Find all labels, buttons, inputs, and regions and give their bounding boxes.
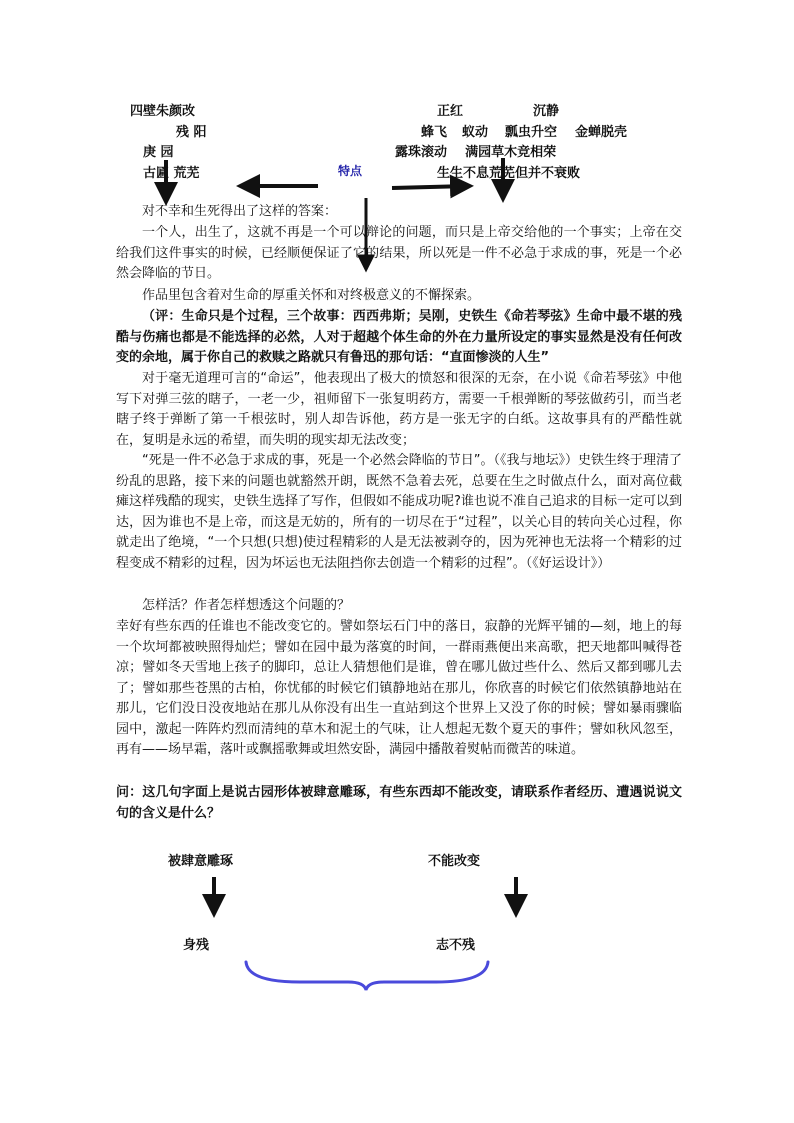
paragraph-unchangeable: 幸好有些东西的任谁也不能改变它的。譬如祭坛石门中的落日，寂静的光辉平铺的—刻，地上的每一个坎坷都被映照得灿烂；譬如在园中最为落寞的时间，一群雨燕便出来高歌，把天地都叫喊得苍凉；譬如冬天雪地上孩子的脚印，总让人猜想他们是谁，曾在哪儿做过些什么、然后又都到哪儿去了；譬如那些苍黑的古柏，你忧郁的时候它们镇静地站在那儿，你欣喜的时候它们依然镇静地站在那儿，它们没日没夜地站在那儿从你没有出生一直站到这个世界上又没了你的时候；譬如暴雨骤临园中，激起一阵阵灼烈而清纯的草木和泥土的气味，让人想起无数个夏天的事件；譬如秋风忽至，再有——场早霜，落叶或飘摇歌舞或坦然安卧，满园中播散着熨帖而微苦的味道。 — [116, 619, 682, 757]
label-body-disabled: 身残 — [183, 938, 210, 953]
feature-label: 特点 — [338, 164, 363, 178]
left-keyword-1: 四壁朱颜改 — [130, 104, 196, 119]
paragraph-how-to-live: 怎样活？作者怎样想透这个问题的？ — [142, 598, 351, 613]
left-keyword-3: 庚 园 — [143, 145, 174, 160]
label-unchangeable: 不能改变 — [428, 854, 481, 869]
right-keyword-red: 正红 — [437, 104, 464, 119]
left-keyword-4: 古匾 荒芜 — [143, 166, 200, 181]
right-keyword-bees: 蜂飞 — [421, 125, 448, 140]
label-will-intact: 志不残 — [436, 938, 476, 953]
paragraph-answer-intro: 对不幸和生死得出了这样的答案： — [142, 204, 338, 219]
paragraph-commentary: （评：生命只是个过程，三个故事：西西弗斯；吴刚，史铁生《命若琴弦》生命中最不堪的残酷与伤痛也都是不能选择的必然，人对于超越个体生命的外在力量所设定的事实显然是没有任何改变的余地，属于你自己的救赎之路就只有鲁迅的那句话：“直面惨淡的人生” — [116, 309, 682, 365]
right-keyword-ants: 蚁动 — [462, 125, 489, 140]
right-keyword-ladybug: 瓢虫升空 — [505, 125, 558, 140]
curly-brace — [246, 962, 488, 990]
paragraph-question: 问：这几句字面上是说古园形体被肆意雕琢，有些东西却不能改变，请联系作者经历、遭遇说说文句的含义是什么？ — [116, 785, 682, 821]
paragraph-fate: 对于毫无道理可言的“命运”，他表现出了极大的愤怒和很深的无奈，在小说《命若琴弦》中他写下对弹三弦的瞎子，一老一少，祖师留下一张复明药方，需要一千根弹断的琴弦做药引，而当老瞎子终于弹断了第一千根弦时，别人却告诉他，药方是一张无字的白纸。这故事具有的严酷性就在，复明是永远的希望，而失明的现实却无法改变； — [116, 371, 682, 448]
right-keyword-dew: 露珠滚动 满园草木竞相荣 — [395, 145, 557, 160]
right-keyword-summary: 生生不息荒芜但并不衰败 — [437, 166, 581, 181]
paragraph-exploration: 作品里包含着对生命的厚重关怀和对终极意义的不懈探索。 — [142, 288, 481, 303]
paragraph-answer-body: 一个人，出生了，这就不再是一个可以辩论的问题，而只是上帝交给他的一个事实；上帝在交给我们这件事实的时候，已经顺便保证了它的结果，所以死是一件不必急于求成的事，死是一个必然会降临的节日。 — [116, 225, 682, 281]
right-keyword-cicada: 金蝉脱壳 — [575, 125, 628, 140]
left-keyword-2: 残 阳 — [176, 125, 207, 140]
arrow-right — [392, 186, 468, 188]
right-keyword-quiet: 沉静 — [533, 104, 560, 119]
label-carved: 被肆意雕琢 — [168, 854, 234, 869]
paragraph-death-festival: “死是一件不必急于求成的事，死是一个必然会降临的节日”。（《我与地坛》）史铁生终于理清了纷乱的思路，接下来的问题也就豁然开朗，既然不急着去死，总要在生之时做点什么，面对高位截瘫这样残酷的现实，史铁生选择了写作，但假如不能成功呢?谁也说不准自己追求的目标一定可以到达，因为谁也不是上帝，而这是无妨的，所有的一切尽在于“过程”，以关心目的转向关心过程，你就走出了绝境，“一个只想(只想)使过程精彩的人是无法被剥夺的，因为死神也无法将一个精彩的过程变成不精彩的过程，因为坏运也无法阻挡你去创造一个精彩的过程”。（《好运设计》） — [116, 453, 682, 571]
